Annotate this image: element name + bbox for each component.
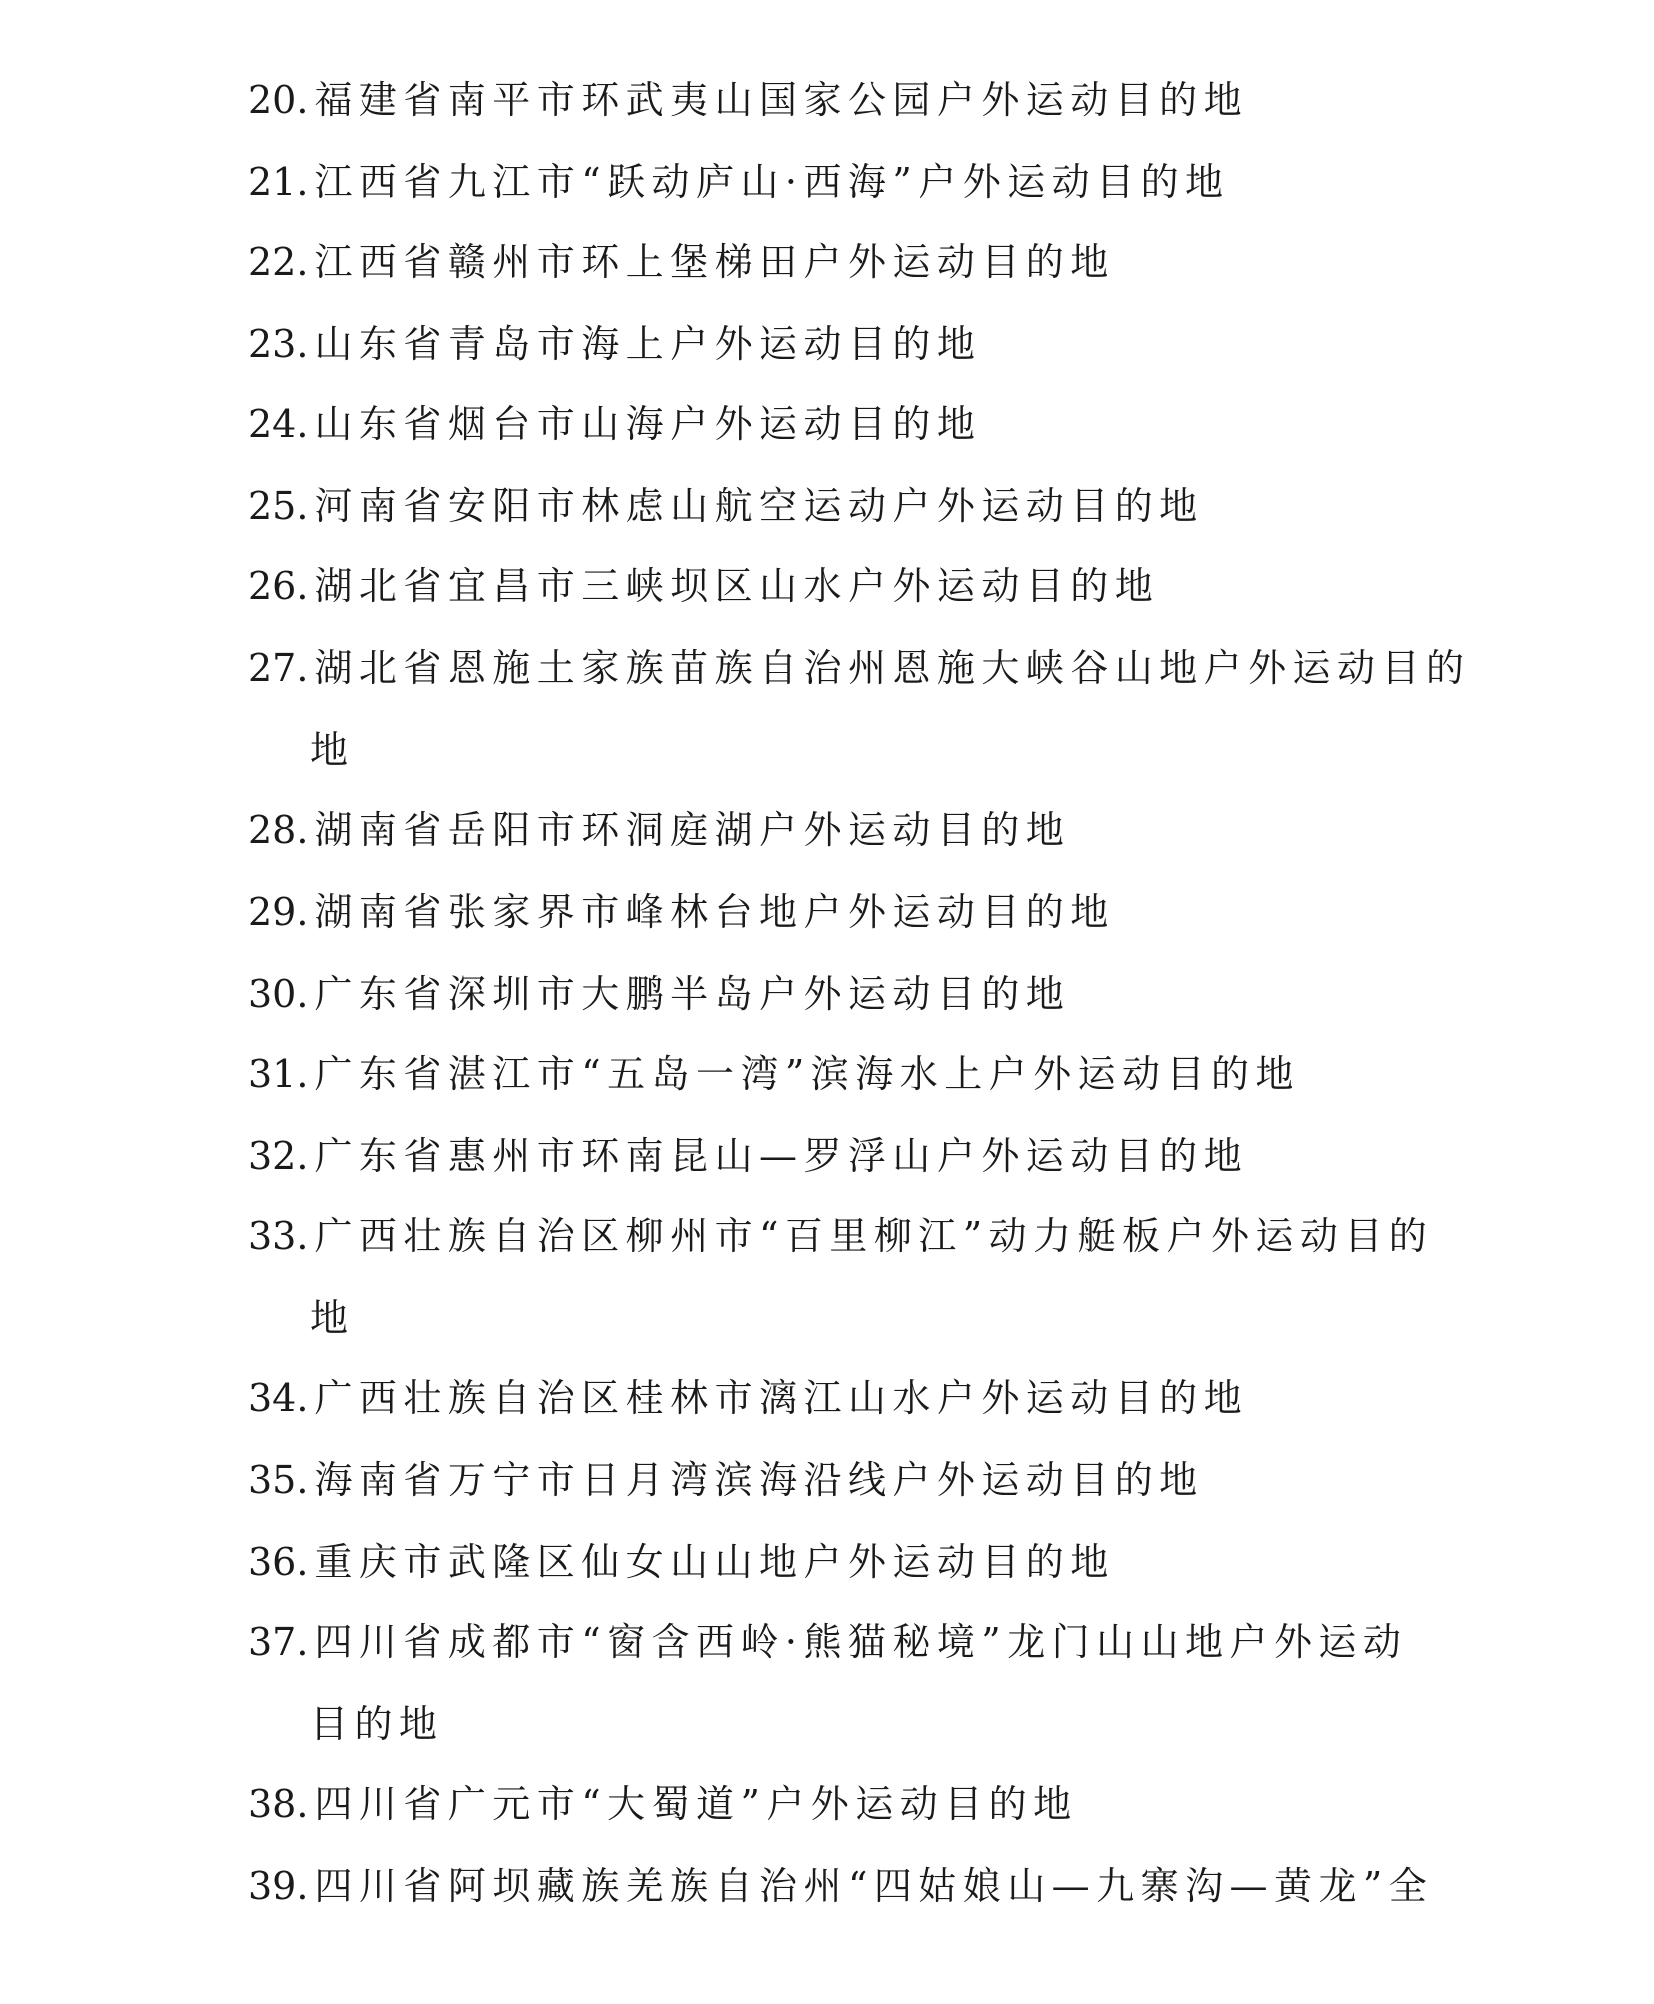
- item-number: 38.: [248, 1782, 309, 1826]
- item-number: 22.: [248, 240, 309, 284]
- item-text: 四川省成都市“窗含西岭·熊猫秘境”龙门山山地户外运动: [314, 1620, 1408, 1664]
- item-number: 23.: [248, 322, 309, 366]
- item-text: 福建省南平市环武夷山国家公园户外运动目的地: [314, 78, 1249, 122]
- list-item: [248, 402, 1408, 446]
- item-text: 江西省赣州市环上堡梯田户外运动目的地: [314, 240, 1115, 284]
- list-item: [248, 1540, 1408, 1584]
- item-number: 34.: [248, 1376, 309, 1420]
- list-item: [248, 564, 1408, 608]
- item-text: 广西壮族自治区桂林市漓江山水户外运动目的地: [314, 1376, 1249, 1420]
- list-item: [248, 1864, 1434, 1908]
- item-text: 湖北省恩施土家族苗族自治州恩施大峡谷山地户外运动目的: [314, 646, 1471, 690]
- list-item: [248, 1620, 1408, 1664]
- item-number: 25.: [248, 484, 309, 528]
- item-text: 重庆市武隆区仙女山山地户外运动目的地: [314, 1540, 1115, 1584]
- list-item: [248, 1134, 1408, 1178]
- list-item: [248, 1458, 1408, 1502]
- list-item: [248, 890, 1408, 934]
- item-number: 33.: [248, 1214, 309, 1258]
- item-number: 20.: [248, 78, 309, 122]
- item-number: 39.: [248, 1864, 309, 1908]
- list-item: [248, 1376, 1408, 1420]
- list-item: [248, 972, 1408, 1016]
- item-number: 21.: [248, 160, 309, 204]
- item-number: 24.: [248, 402, 309, 446]
- item-number: 26.: [248, 564, 309, 608]
- item-text: 河南省安阳市林虑山航空运动户外运动目的地: [314, 484, 1204, 528]
- item-number: 35.: [248, 1458, 309, 1502]
- list-item: [248, 1214, 1434, 1258]
- list-item-continuation: 目的地: [310, 1702, 444, 1746]
- list-item-continuation: 地: [310, 728, 355, 772]
- list-item: [248, 240, 1408, 284]
- list-item: [248, 78, 1408, 122]
- item-text: 广东省惠州市环南昆山—罗浮山户外运动目的地: [314, 1134, 1249, 1178]
- item-text: 山东省青岛市海上户外运动目的地: [314, 322, 982, 366]
- list-item: [248, 808, 1408, 852]
- item-text: 四川省广元市“大蜀道”户外运动目的地: [314, 1782, 1078, 1826]
- item-number: 29.: [248, 890, 309, 934]
- item-text: 湖南省岳阳市环洞庭湖户外运动目的地: [314, 808, 1071, 852]
- item-text: 湖北省宜昌市三峡坝区山水户外运动目的地: [314, 564, 1160, 608]
- item-number: 36.: [248, 1540, 309, 1584]
- item-text: 湖南省张家界市峰林台地户外运动目的地: [314, 890, 1115, 934]
- list-item-continuation: 地: [310, 1296, 355, 1340]
- list-item: [248, 646, 1471, 690]
- item-text: 海南省万宁市日月湾滨海沿线户外运动目的地: [314, 1458, 1204, 1502]
- item-number: 31.: [248, 1052, 309, 1096]
- list-item: [248, 160, 1408, 204]
- list-item: [248, 1782, 1408, 1826]
- item-text: 江西省九江市“跃动庐山·西海”户外运动目的地: [314, 160, 1230, 204]
- item-number: 30.: [248, 972, 309, 1016]
- item-text: 山东省烟台市山海户外运动目的地: [314, 402, 982, 446]
- item-number: 32.: [248, 1134, 309, 1178]
- list-item: [248, 484, 1408, 528]
- item-number: 37.: [248, 1620, 309, 1664]
- item-text: 四川省阿坝藏族羌族自治州“四姑娘山—九寨沟—黄龙”全: [314, 1864, 1434, 1908]
- item-text: 广东省深圳市大鹏半岛户外运动目的地: [314, 972, 1071, 1016]
- list-item: [248, 322, 1408, 366]
- list-item: [248, 1052, 1408, 1096]
- item-number: 28.: [248, 808, 309, 852]
- item-number: 27.: [248, 646, 309, 690]
- item-text: 广西壮族自治区柳州市“百里柳江”动力艇板户外运动目的: [314, 1214, 1434, 1258]
- item-text: 广东省湛江市“五岛一湾”滨海水上户外运动目的地: [314, 1052, 1300, 1096]
